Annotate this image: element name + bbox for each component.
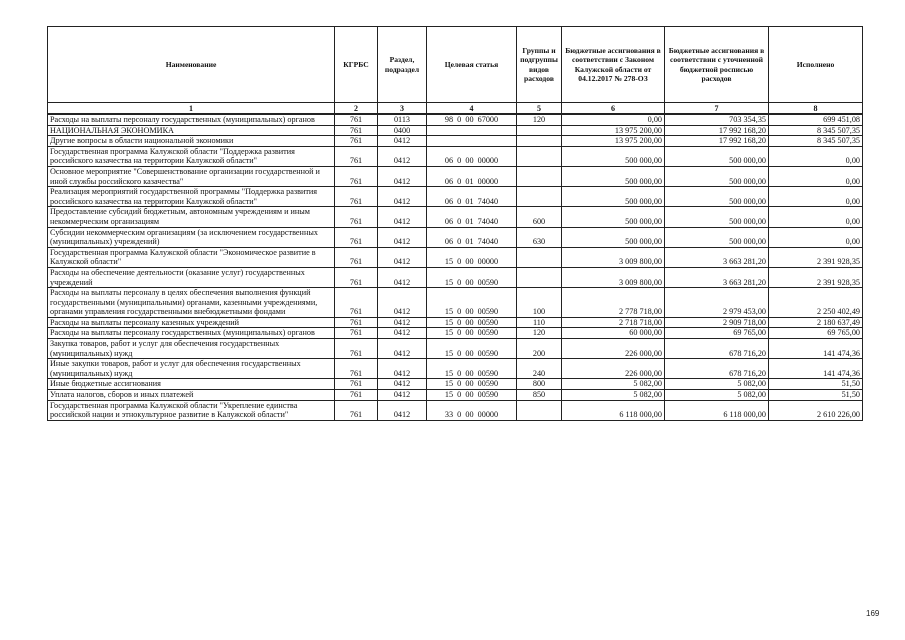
table-cell-refined: 500 000,00 [665, 187, 769, 207]
table-row [48, 125, 863, 136]
table-cell-executed: 0,00 [769, 227, 863, 247]
table-cell-section: 0412 [378, 227, 427, 247]
table-cell-refined: 703 354,35 [665, 114, 769, 125]
table-cell-group: 630 [517, 227, 562, 247]
col-number: 1 [48, 103, 335, 115]
header-target: Целевая статья [427, 27, 517, 103]
table-cell-law: 500 000,00 [562, 146, 665, 166]
header-kgrbs: КГРБС [335, 27, 378, 103]
table-row [48, 146, 863, 166]
table-cell-law: 500 000,00 [562, 187, 665, 207]
table-cell-refined: 500 000,00 [665, 227, 769, 247]
table-row [48, 359, 863, 379]
table-row [48, 379, 863, 390]
table-cell-kgrbs: 761 [335, 247, 378, 267]
table-cell-group: 800 [517, 379, 562, 390]
table-cell-kgrbs: 761 [335, 400, 378, 420]
table-cell-law: 2 718 718,00 [562, 317, 665, 328]
table-cell-name: Субсидии некоммерческим организациям (за исключением государственных (муниципальных) учреждений) [48, 227, 335, 247]
table-cell-kgrbs: 761 [335, 136, 378, 147]
table-row [48, 328, 863, 339]
table-cell-refined: 500 000,00 [665, 146, 769, 166]
table-cell-name: Иные бюджетные ассигнования [48, 379, 335, 390]
table-cell-group [517, 136, 562, 147]
table-cell-refined: 500 000,00 [665, 207, 769, 227]
table-cell-kgrbs: 761 [335, 390, 378, 401]
table-cell-group: 240 [517, 359, 562, 379]
table-cell-executed: 8 345 507,35 [769, 136, 863, 147]
table-cell-name: Предоставление субсидий бюджетным, автономным учреждениям и иным некоммерческим организациям [48, 207, 335, 227]
table-cell-refined: 17 992 168,20 [665, 125, 769, 136]
table-cell-name: Расходы на обеспечение деятельности (оказание услуг) государственных учреждений [48, 267, 335, 287]
header-name: Наименование [48, 27, 335, 103]
table-cell-kgrbs: 761 [335, 125, 378, 136]
table-cell-law: 13 975 200,00 [562, 125, 665, 136]
table-cell-executed: 0,00 [769, 146, 863, 166]
col-number: 3 [378, 103, 427, 115]
table-cell-group: 120 [517, 328, 562, 339]
table-cell-name: Основное мероприятие "Совершенствование организации государственной и иной службы российского казачества" [48, 166, 335, 186]
col-number: 7 [665, 103, 769, 115]
table-cell-executed: 2 391 928,35 [769, 267, 863, 287]
table-row [48, 136, 863, 147]
table-cell-kgrbs: 761 [335, 317, 378, 328]
table-cell-law: 5 082,00 [562, 390, 665, 401]
table-cell-target [427, 136, 517, 147]
table-cell-target: 33 0 00 00000 [427, 400, 517, 420]
table-cell-law: 226 000,00 [562, 359, 665, 379]
table-cell-section: 0412 [378, 317, 427, 328]
table-cell-refined: 2 909 718,00 [665, 317, 769, 328]
table-cell-name: Расходы на выплаты персоналу государственных (муниципальных) органов [48, 328, 335, 339]
header-executed: Исполнено [769, 27, 863, 103]
table-cell-refined: 5 082,00 [665, 390, 769, 401]
table-cell-target: 15 0 00 00590 [427, 328, 517, 339]
table-cell-group [517, 125, 562, 136]
table-cell-name: НАЦИОНАЛЬНАЯ ЭКОНОМИКА [48, 125, 335, 136]
table-row [48, 317, 863, 328]
table-cell-section: 0412 [378, 166, 427, 186]
table-cell-section: 0412 [378, 267, 427, 287]
header-groups: Группы и подгруппы видов расходов [517, 27, 562, 103]
header-refined: Бюджетные ассигнования в соответствии с уточненной бюджетной росписью расходов [665, 27, 769, 103]
table-row [48, 166, 863, 186]
table-row [48, 390, 863, 401]
table-cell-refined: 3 663 281,20 [665, 247, 769, 267]
table-cell-group: 200 [517, 339, 562, 359]
table-row [48, 339, 863, 359]
table-cell-kgrbs: 761 [335, 288, 378, 318]
table-row [48, 288, 863, 318]
table-cell-kgrbs: 761 [335, 267, 378, 287]
table-cell-refined: 678 716,20 [665, 359, 769, 379]
page-number: 169 [866, 609, 880, 618]
table-cell-executed: 0,00 [769, 166, 863, 186]
table-cell-name: Иные закупки товаров, работ и услуг для обеспечения государственных (муниципальных) нужд [48, 359, 335, 379]
table-cell-section: 0400 [378, 125, 427, 136]
table-cell-kgrbs: 761 [335, 339, 378, 359]
table-cell-section: 0412 [378, 146, 427, 166]
table-cell-name: Расходы на выплаты персоналу государственных (муниципальных) органов [48, 114, 335, 125]
header-section: Раздел, подраздел [378, 27, 427, 103]
table-cell-law: 500 000,00 [562, 227, 665, 247]
table-cell-executed: 51,50 [769, 390, 863, 401]
table-cell-target: 06 0 01 74040 [427, 187, 517, 207]
table-cell-kgrbs: 761 [335, 187, 378, 207]
col-number: 2 [335, 103, 378, 115]
table-cell-refined: 17 992 168,20 [665, 136, 769, 147]
table-cell-section: 0412 [378, 288, 427, 318]
table-cell-name: Государственная программа Калужской области "Поддержка развития российского казачества на территории Калужской области" [48, 146, 335, 166]
table-cell-name: Государственная программа Калужской области "Экономическое развитие в Калужской области" [48, 247, 335, 267]
table-cell-refined: 3 663 281,20 [665, 267, 769, 287]
table-cell-section: 0412 [378, 207, 427, 227]
table-cell-refined: 5 082,00 [665, 379, 769, 390]
table-cell-section: 0412 [378, 390, 427, 401]
header-law: Бюджетные ассигнования в соответствии с Законом Калужской области от 04.12.2017 № 278-ОЗ [562, 27, 665, 103]
table-cell-law: 2 778 718,00 [562, 288, 665, 318]
table-row [48, 247, 863, 267]
table-cell-kgrbs: 761 [335, 166, 378, 186]
table-cell-target: 15 0 00 00590 [427, 267, 517, 287]
table-cell-section: 0412 [378, 136, 427, 147]
table-cell-group [517, 400, 562, 420]
table-cell-executed: 51,50 [769, 379, 863, 390]
table-cell-target: 06 0 00 00000 [427, 146, 517, 166]
table-cell-kgrbs: 761 [335, 379, 378, 390]
table-cell-executed: 2 610 226,00 [769, 400, 863, 420]
table-row [48, 114, 863, 125]
table-cell-name: Реализация мероприятий государственной программы "Поддержка развития российского казачества на территории Калужской области" [48, 187, 335, 207]
table-cell-target: 06 0 01 74040 [427, 207, 517, 227]
col-number: 8 [769, 103, 863, 115]
table-cell-section: 0412 [378, 359, 427, 379]
table-row [48, 207, 863, 227]
table-cell-group [517, 166, 562, 186]
table-cell-executed: 2 391 928,35 [769, 247, 863, 267]
table-cell-law: 3 009 800,00 [562, 267, 665, 287]
col-number: 5 [517, 103, 562, 115]
table-cell-executed: 2 250 402,49 [769, 288, 863, 318]
table-cell-law: 500 000,00 [562, 166, 665, 186]
table-row [48, 227, 863, 247]
table-cell-kgrbs: 761 [335, 146, 378, 166]
table-cell-group: 850 [517, 390, 562, 401]
table-cell-group: 100 [517, 288, 562, 318]
table-row [48, 400, 863, 420]
table-cell-target: 06 0 01 74040 [427, 227, 517, 247]
table-cell-name: Закупка товаров, работ и услуг для обеспечения государственных (муниципальных) нужд [48, 339, 335, 359]
table-cell-executed: 69 765,00 [769, 328, 863, 339]
table-cell-refined: 678 716,20 [665, 339, 769, 359]
table-cell-name: Расходы на выплаты персоналу казенных учреждений [48, 317, 335, 328]
table-cell-target: 15 0 00 00590 [427, 317, 517, 328]
col-number: 6 [562, 103, 665, 115]
table-cell-name: Уплата налогов, сборов и иных платежей [48, 390, 335, 401]
table-cell-target: 15 0 00 00590 [427, 379, 517, 390]
table-cell-executed: 141 474,36 [769, 359, 863, 379]
table-cell-executed: 0,00 [769, 187, 863, 207]
table-cell-target: 15 0 00 00590 [427, 359, 517, 379]
table-cell-kgrbs: 761 [335, 207, 378, 227]
table-cell-group [517, 267, 562, 287]
table-cell-group [517, 247, 562, 267]
table-cell-target [427, 125, 517, 136]
table-cell-kgrbs: 761 [335, 359, 378, 379]
budget-table [47, 26, 863, 421]
table-cell-law: 5 082,00 [562, 379, 665, 390]
table-cell-executed: 699 451,08 [769, 114, 863, 125]
table-cell-law: 0,00 [562, 114, 665, 125]
table-cell-refined: 2 979 453,00 [665, 288, 769, 318]
table-cell-executed: 8 345 507,35 [769, 125, 863, 136]
table-cell-law: 6 118 000,00 [562, 400, 665, 420]
table-cell-kgrbs: 761 [335, 328, 378, 339]
table-cell-kgrbs: 761 [335, 227, 378, 247]
table-cell-target: 06 0 01 00000 [427, 166, 517, 186]
table-cell-group: 120 [517, 114, 562, 125]
table-cell-executed: 2 180 637,49 [769, 317, 863, 328]
col-number: 4 [427, 103, 517, 115]
table-row [48, 187, 863, 207]
table-cell-law: 3 009 800,00 [562, 247, 665, 267]
header-row [48, 27, 863, 103]
table-cell-name: Другие вопросы в области национальной экономики [48, 136, 335, 147]
table-cell-executed: 141 474,36 [769, 339, 863, 359]
table-row [48, 267, 863, 287]
table-cell-section: 0113 [378, 114, 427, 125]
table-cell-refined: 69 765,00 [665, 328, 769, 339]
table-cell-law: 226 000,00 [562, 339, 665, 359]
table-cell-target: 98 0 00 67000 [427, 114, 517, 125]
table-cell-target: 15 0 00 00000 [427, 247, 517, 267]
table-cell-kgrbs: 761 [335, 114, 378, 125]
table-cell-law: 60 000,00 [562, 328, 665, 339]
table-cell-group: 110 [517, 317, 562, 328]
table-cell-refined: 500 000,00 [665, 166, 769, 186]
table-cell-section: 0412 [378, 328, 427, 339]
column-number-row [48, 103, 863, 115]
table-cell-group: 600 [517, 207, 562, 227]
table-cell-name: Государственная программа Калужской области "Укрепление единства российской нации и этнокультурное развитие в Калужской области" [48, 400, 335, 420]
table-cell-section: 0412 [378, 339, 427, 359]
table-cell-group [517, 146, 562, 166]
table-cell-refined: 6 118 000,00 [665, 400, 769, 420]
table-body [48, 114, 863, 420]
table-cell-target: 15 0 00 00590 [427, 288, 517, 318]
table-cell-group [517, 187, 562, 207]
table-cell-target: 15 0 00 00590 [427, 339, 517, 359]
table-cell-name: Расходы на выплаты персоналу в целях обеспечения выполнения функций государственными (муниципальными) органами, казенными учреждениями, органами управления государственными внебюджетными фондами [48, 288, 335, 318]
table-cell-section: 0412 [378, 247, 427, 267]
table-cell-law: 500 000,00 [562, 207, 665, 227]
table-cell-target: 15 0 00 00590 [427, 390, 517, 401]
table-cell-law: 13 975 200,00 [562, 136, 665, 147]
table-cell-section: 0412 [378, 187, 427, 207]
table-cell-executed: 0,00 [769, 207, 863, 227]
table-cell-section: 0412 [378, 400, 427, 420]
table-cell-section: 0412 [378, 379, 427, 390]
